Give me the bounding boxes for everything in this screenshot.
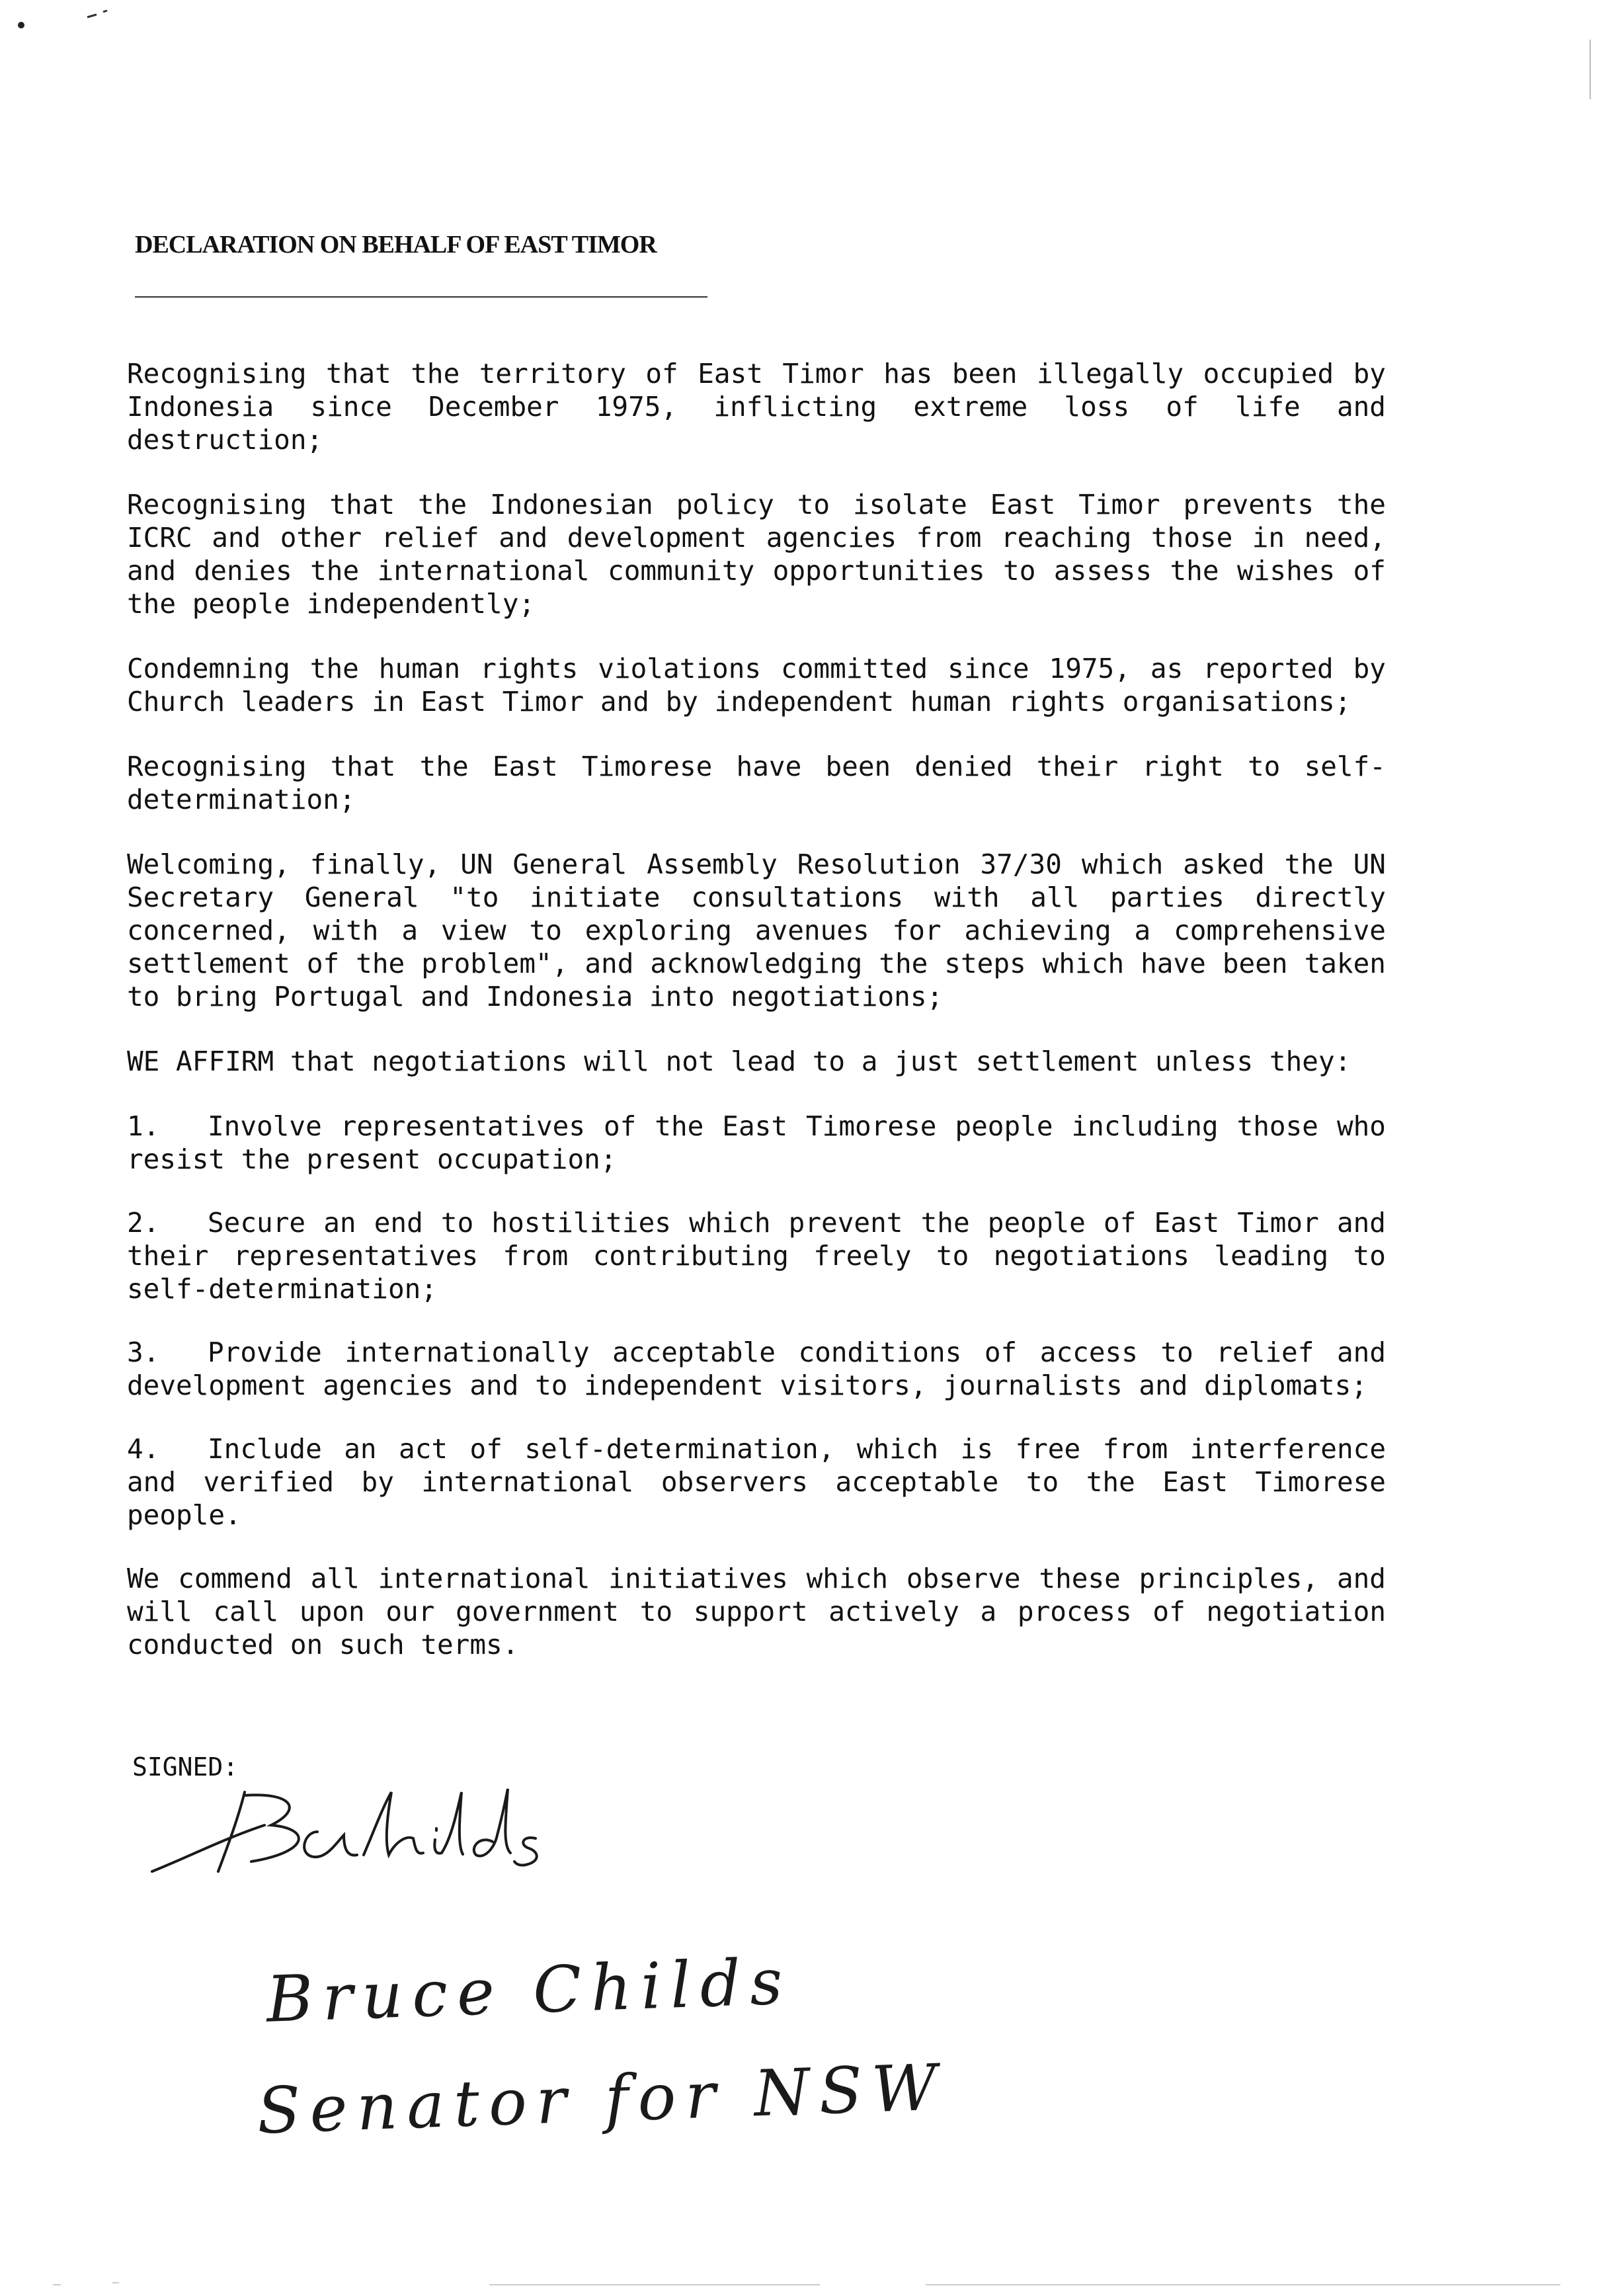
title-underline <box>135 296 707 298</box>
paragraph-closing: We commend all international initiatives which observe these principles, and will call upon our government to support actively a process of negotiation conducted on such terms. <box>127 1563 1386 1660</box>
paragraph-condemning-violations: Condemning the human rights violations committed since 1975, as reported by Church leaders in East Timor and by independent human rights organisations; <box>127 653 1386 718</box>
list-item-text: Include an act of self-determination, which is free from interference and verified by international observers acceptable to the East Timorese people. <box>127 1433 1386 1531</box>
paragraph-recognising-occupation: Recognising that the territory of East Timor has been illegally occupied by Indonesia since December 1975, inflicting extreme loss of life and destruction; <box>127 358 1386 456</box>
handwritten-name: Bruce Childs <box>264 1944 793 2037</box>
list-item-number: 3. <box>127 1336 160 1368</box>
document-title: DECLARATION ON BEHALF OF EAST TIMOR <box>135 231 657 259</box>
list-item-text: Provide internationally acceptable conditions of access to relief and development agencies and to independent visitors, journalists and diplomats; <box>127 1336 1386 1401</box>
list-item-text: Secure an end to hostilities which prevent the people of East Timor and their representatives from contributing freely to negotiations leading to self-determination; <box>127 1207 1386 1305</box>
list-item-number: 2. <box>127 1207 160 1239</box>
list-item <box>127 1110 1386 1176</box>
scan-edge-bottom <box>53 2283 1560 2285</box>
list-item <box>127 1206 1386 1305</box>
declaration-body <box>127 357 1386 1693</box>
scan-speck-top <box>87 11 107 17</box>
scan-speck-top-left <box>18 22 24 28</box>
signed-label: SIGNED: <box>132 1752 239 1782</box>
handwritten-role: Senator for NSW <box>255 2050 947 2149</box>
list-item-number: 1. <box>127 1110 160 1142</box>
paragraph-we-affirm: WE AFFIRM that negotiations will not lead to a just settlement unless they: <box>127 1046 1351 1077</box>
signature-drawing <box>145 1779 569 1885</box>
handwritten-signatory <box>255 1920 948 2166</box>
paragraph-recognising-self-determination: Recognising that the East Timorese have been denied their right to self-determination; <box>127 751 1386 815</box>
paragraph-welcoming-resolution: Welcoming, finally, UN General Assembly Resolution 37/30 which asked the UN Secretary General "to initiate consultations with all parties directly concerned, with a view to exploring avenues for achieving a comprehensive settlement of the problem", and acknowledging the steps which have been taken to bring Portugal and Indonesia into negotiations; <box>127 848 1386 1012</box>
list-item <box>127 1432 1386 1532</box>
list-item-number: 4. <box>127 1433 160 1465</box>
list-item <box>127 1336 1386 1402</box>
paragraph-recognising-isolation: Recognising that the Indonesian policy to isolate East Timor prevents the ICRC and other relief and development agencies from reaching those in need, and denies the international community opportunities to assess the wishes of the people independently; <box>127 489 1386 620</box>
list-item-text: Involve representatives of the East Timorese people including those who resist the present occupation; <box>127 1110 1386 1175</box>
